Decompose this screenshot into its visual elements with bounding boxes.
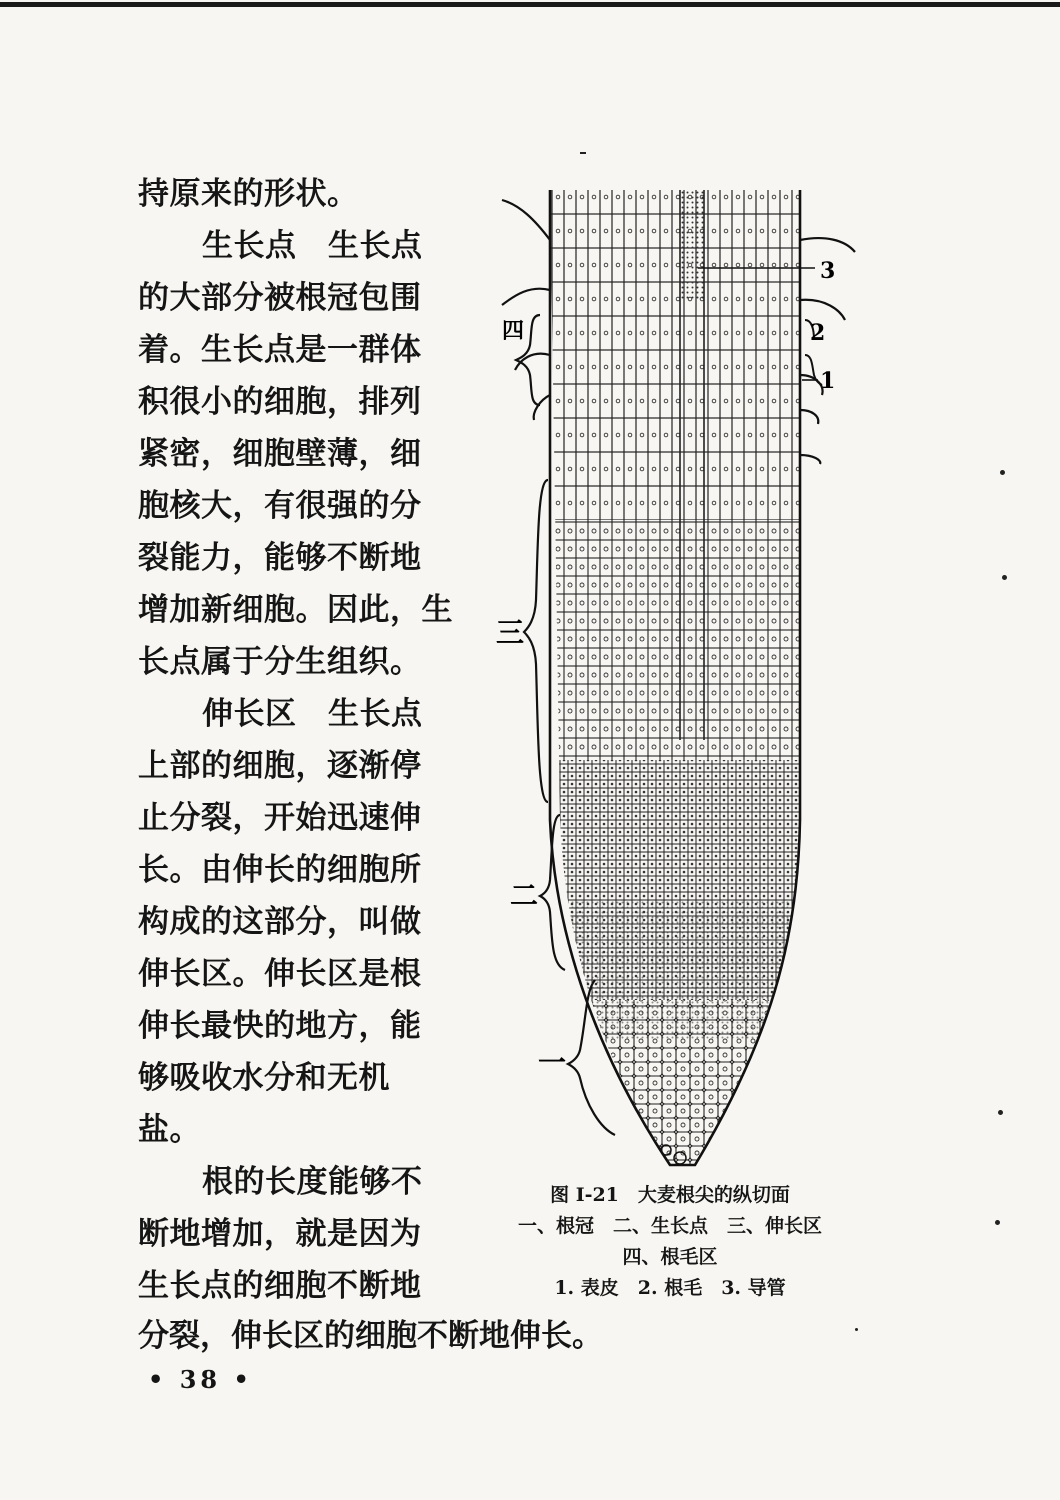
label-vessel: 3 [820,258,836,284]
text-line: 积很小的细胞，排列 [138,384,422,420]
label-zone-elongation: 三 [496,616,525,649]
text-line: 上部的细胞，逐渐停 [138,748,422,784]
scan-speck [998,1110,1003,1115]
text-line: 着。生长点是一群体 [138,332,422,368]
text-line: 的大部分被根冠包围 [138,280,422,316]
text-line: 紧密，细胞壁薄，细 [138,436,422,472]
label-zone-root-cap: 一 [538,1046,567,1079]
page-number: • 38 • [148,1365,253,1394]
text-line: 胞核大，有很强的分 [138,488,422,524]
text-line: 伸长最快的地方，能 [138,1008,422,1044]
body-text-column [138,168,453,1312]
section-heading-elongation-zone: 伸长区 生长点 [202,696,423,732]
text-line: 长点属于分生组织。 [138,644,422,680]
label-epidermis: 1 [820,368,836,394]
text-line: 止分裂，开始迅速伸 [138,800,422,836]
text-line: 持原来的形状。 [138,176,359,212]
caption-parts-line: 1. 表皮 2. 根毛 3. 导管 [554,1277,786,1299]
text-line: 断地增加，就是因为 [138,1216,422,1252]
text-line: 长。由伸长的细胞所 [138,852,422,888]
text-line: 盐。 [138,1112,201,1148]
text-line: 增加新细胞。因此，生 [138,592,453,628]
text-line: 够吸收水分和无机 [138,1060,390,1096]
text-line: 伸长区。伸长区是根 [138,956,422,992]
label-zone-growth-point: 二 [510,879,539,912]
label-zone-root-hair: 四 [502,318,525,344]
section-heading-growth-point: 生长点 生长点 [202,228,423,264]
text-line: 构成的这部分，叫做 [138,904,422,940]
scan-speck [855,1328,858,1331]
caption-title: 图 I-21 大麦根尖的纵切面 [550,1184,790,1206]
top-rule [0,2,1060,7]
scan-speck [1002,575,1007,580]
scan-speck [995,1220,1000,1225]
scan-speck [580,152,586,154]
text-line: 生长点的细胞不断地 [138,1268,422,1304]
caption-zones-line: 一、根冠 二、生长点 三、伸长区 [517,1215,822,1237]
caption-zones-line: 四、根毛区 [622,1246,718,1268]
root-tip-illustration [480,180,900,1180]
label-root-hair: 2 [810,320,826,346]
scan-speck [1000,470,1005,475]
text-line: 裂能力，能够不断地 [138,540,422,576]
figure-caption [470,1180,870,1304]
text-line: 根的长度能够不 [202,1164,423,1200]
last-text-line: 分裂，伸长区的细胞不断地伸长。 [138,1318,603,1354]
